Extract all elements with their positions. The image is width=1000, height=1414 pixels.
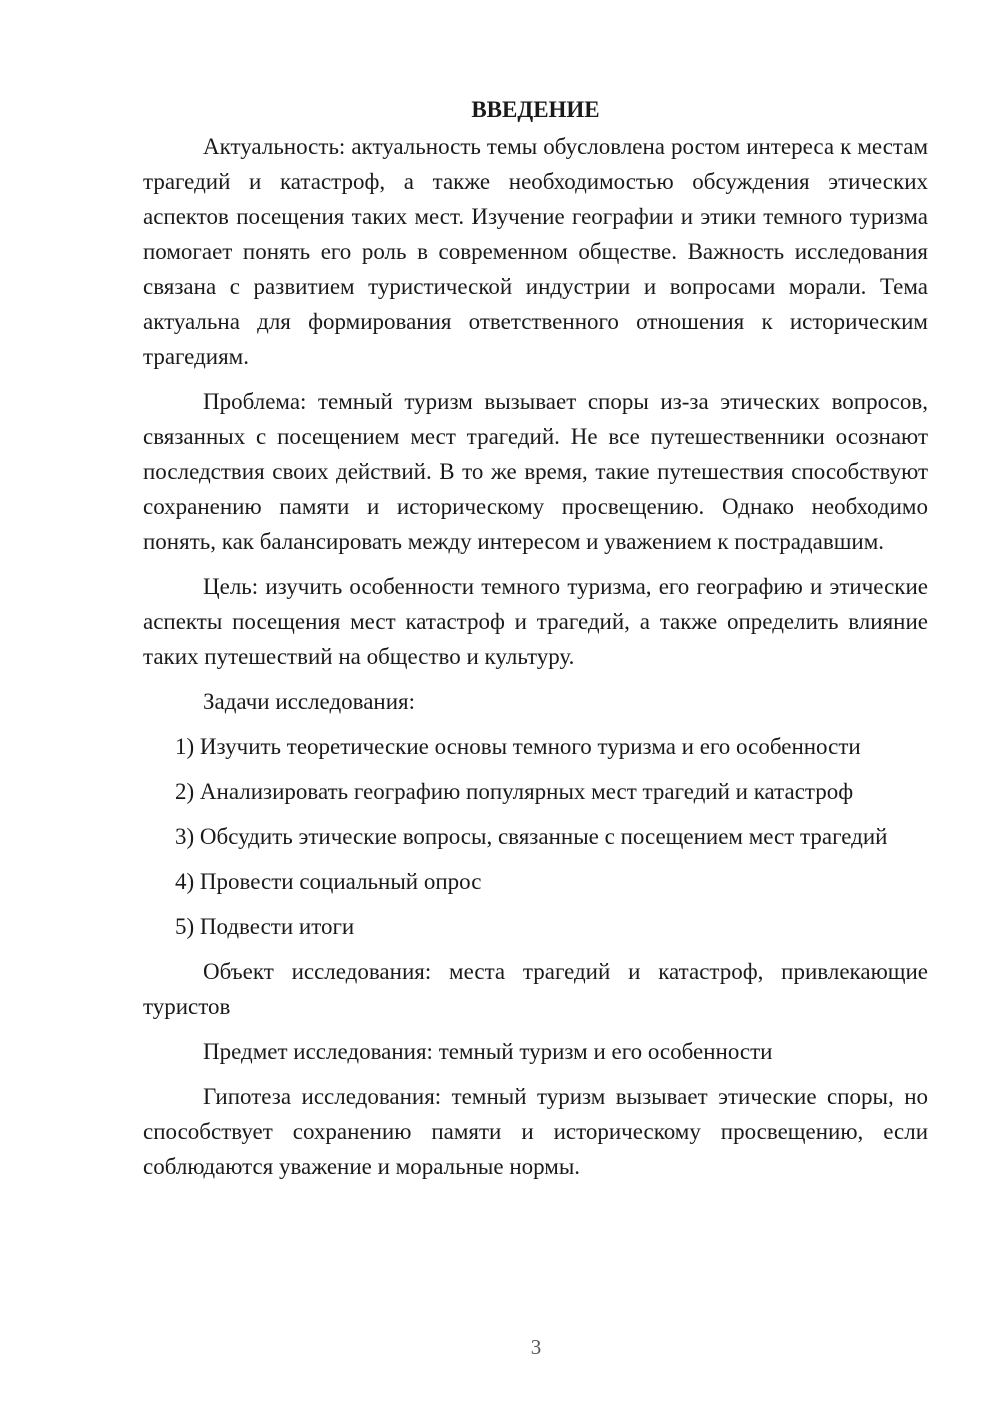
page-number: 3: [530, 1335, 542, 1359]
subject-paragraph: Предмет исследования: темный туризм и его особенности: [203, 1039, 773, 1064]
hypothesis-paragraph: Гипотеза исследования: темный туризм вызывает этические споры, но способствует сохранению памяти и историческому просвещению, если соблюдаются уважение и моральные нормы.: [143, 1084, 928, 1179]
relevance-paragraph: Актуальность: актуальность темы обусловлена ростом интереса к местам трагедий и катастроф, а также необходимостью обсуждения этических аспектов посещения таких мест. Изучение географии и этики темного туризма помогает понять его роль в современном обществе. Важность исследования связана с развитием туристической индустрии и вопросами морали. Тема актуальна для формирования ответственного отношения к историческим трагедиям.: [143, 134, 928, 369]
tasks-intro: Задачи исследования:: [203, 689, 416, 714]
problem-paragraph: Проблема: темный туризм вызывает споры из-за этических вопросов, связанных с посещением мест трагедий. Не все путешественники осознают последствия своих действий. В то же время, такие путешествия способствуют сохранению памяти и историческому просвещению. Однако необходимо понять, как балансировать между интересом и уважением к пострадавшим.: [143, 389, 928, 554]
goal-paragraph: Цель: изучить особенности темного туризма, его географию и этические аспекты посещения мест катастроф и трагедий, а также определить влияние таких путешествий на общество и культуру.: [143, 574, 928, 669]
object-paragraph: Объект исследования: места трагедий и катастроф, привлекающие туристов: [143, 959, 928, 1019]
list-item: 1) Изучить теоретические основы темного туризма и его особенности: [175, 734, 861, 759]
list-item: 4) Провести социальный опрос: [175, 869, 482, 894]
list-item: 2) Анализировать географию популярных мест трагедий и катастроф: [175, 779, 854, 804]
list-item: 5) Подвести итоги: [175, 914, 355, 939]
document-page: [143, 92, 928, 1194]
list-item: 3) Обсудить этические вопросы, связанные с посещением мест трагедий: [175, 824, 888, 849]
section-heading: ВВЕДЕНИЕ: [471, 97, 600, 122]
tasks-list: [143, 729, 928, 944]
